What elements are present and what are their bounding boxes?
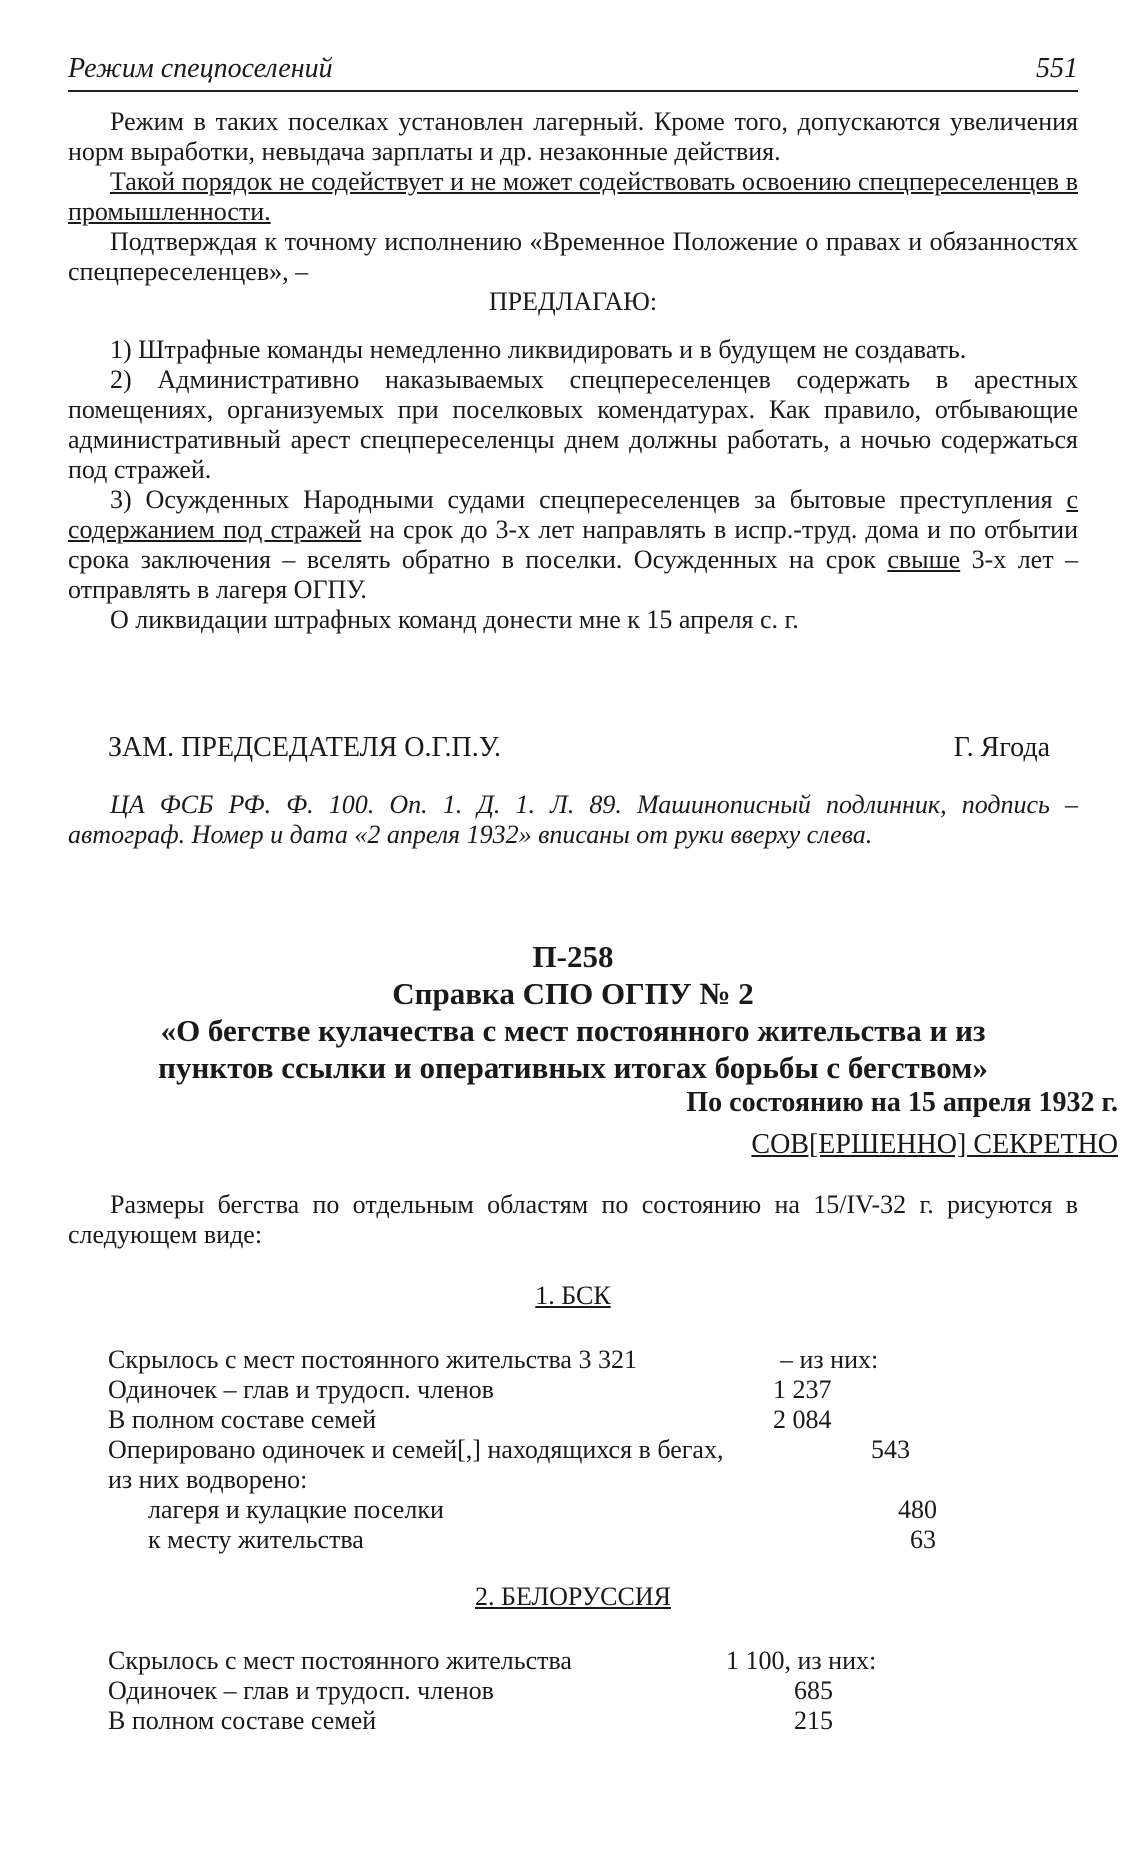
paragraph-conclusion: Такой порядок не содействует и не может содействовать освоению спецпереселенцев в промышленности. (68, 167, 1078, 226)
document-title-1: Справка СПО ОГПУ № 2 (392, 976, 754, 1011)
intro-text: Размеры бегства по отдельным областям по состоянию на 15/IV-32 г. рисуются в следующем виде: (68, 1190, 1078, 1249)
intro-block (68, 1190, 1078, 1250)
signatory-position: ЗАМ. ПРЕДСЕДАТЕЛЯ О.Г.П.У. (108, 732, 502, 763)
section-2-heading: 2. БЕЛОРУССИЯ (475, 1582, 671, 1611)
document-heading (68, 938, 1078, 1086)
document-number: П-258 (532, 939, 614, 974)
paragraph-regime: Режим в таких поселках установлен лагерный. Кроме того, допускаются увеличения норм выработки, невыдача зарплаты и др. незаконные действия. (68, 107, 1078, 166)
table-row: из них водворено: (108, 1465, 308, 1494)
table-row: к месту жительства 63 (148, 1525, 936, 1554)
underlined-custody: с содержанием под стражей (68, 485, 1078, 544)
paragraph-confirming: Подтверждая к точному исполнению «Временное Положение о правах и обязанностях спецпереселенцев», – (68, 227, 1078, 286)
document-title-2: «О бегстве кулачества с мест постоянного жительства и из (160, 1013, 986, 1048)
item-1: 1) Штрафные команды немедленно ликвидировать и в будущем не создавать. (110, 335, 967, 364)
running-header (68, 50, 1078, 92)
table-row: Оперировано одиночек и семей[,] находящихся в бегах, 543 (108, 1435, 910, 1464)
document-title-3: пунктов ссылки и оперативных итогах борьбы с бегством» (158, 1050, 988, 1085)
table-row: Одиночек – глав и трудосп. членов 685 (108, 1676, 833, 1705)
source-note: ЦА ФСБ РФ. Ф. 100. Оп. 1. Д. 1. Л. 89. Машинописный подлинник, подпись – автограф. Номер и дата «2 апреля 1932» вписаны от руки вверху слева. (68, 790, 1078, 849)
table-row: В полном составе семей 215 (108, 1706, 833, 1735)
table-row: Одиночек – глав и трудосп. членов 1 237 (108, 1375, 832, 1404)
underlined-over: свыше (887, 545, 961, 574)
table-row: В полном составе семей 2 084 (108, 1405, 832, 1434)
classification: СОВ[ЕРШЕННО] СЕКРЕТНО (751, 1129, 1118, 1160)
report-deadline: О ликвидации штрафных команд донести мне к 15 апреля с. г. (110, 605, 799, 634)
signatory-name: Г. Ягода (953, 732, 1050, 763)
item-2: 2) Административно наказываемых спецпереселенцев содержать в арестных помещениях, организуемых при поселковых комендатурах. Как правило, отбывающие административный арест спецпереселенцы днем должны работать, а ночью содержаться под стражей. (68, 365, 1078, 484)
archival-source (68, 790, 1078, 850)
propose-heading: ПРЕДЛАГАЮ: (488, 287, 658, 316)
order-body (68, 107, 1078, 635)
table-row: лагеря и кулацкие поселки 480 (148, 1495, 937, 1524)
page-number: 551 (1036, 53, 1078, 84)
section-1-heading: 1. БСК (535, 1281, 611, 1310)
document-date: По состоянию на 15 апреля 1932 г. (686, 1087, 1118, 1118)
table-row: Скрылось с мест постоянного жительства 3 321 – из них: (108, 1345, 879, 1374)
table-row: Скрылось с мест постоянного жительства 1 100, из них: (108, 1646, 877, 1675)
running-title: Режим спецпоселений (68, 53, 333, 84)
item-3: 3) Осужденных Народными судами спецпереселенцев за бытовые преступления с содержанием под стражей на срок до 3-х лет направлять в испр.-труд. дома и по отбытии срока заключения – вселять обратно в поселки. Осужденных на срок свыше 3-х лет – отправлять в лагеря ОГПУ. (68, 485, 1078, 604)
